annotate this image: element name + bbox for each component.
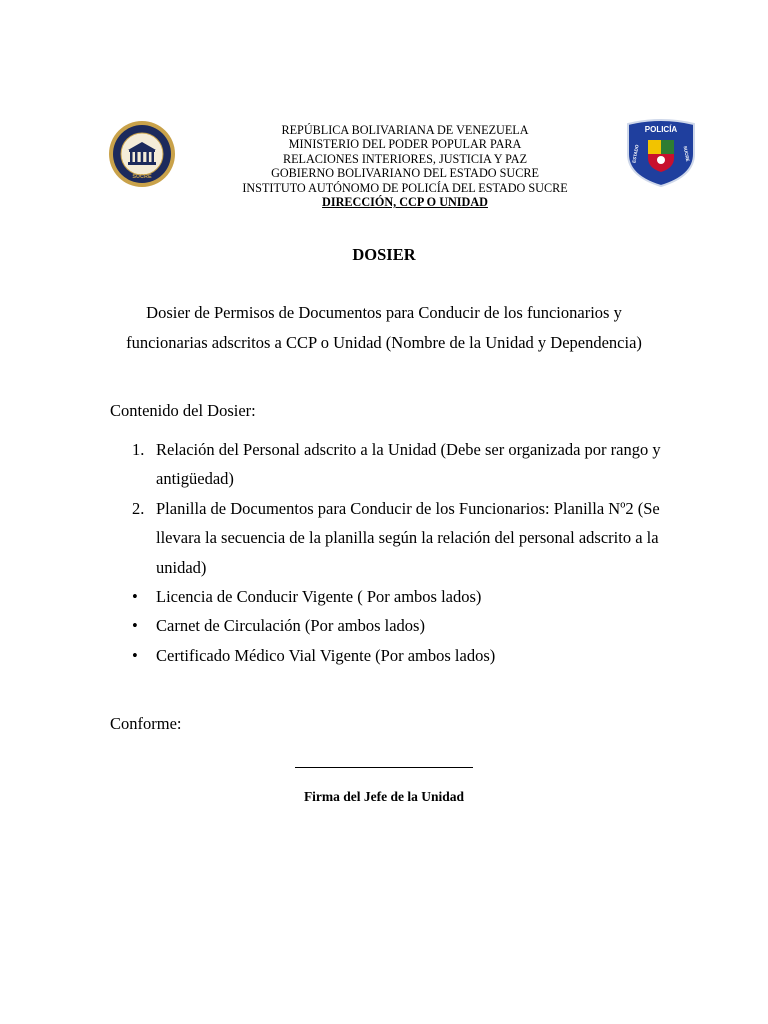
header-line: GOBIERNO BOLIVARIANO DEL ESTADO SUCRE	[271, 166, 539, 181]
signature-label: Firma del Jefe de la Unidad	[303, 789, 465, 804]
header-line: REPÚBLICA BOLIVARIANA DE VENEZUELA	[281, 123, 529, 137]
list-item	[110, 641, 670, 670]
list-item-text: Carnet de Circulación (Por ambos lados)	[156, 616, 425, 636]
list-item-text: Planilla de Documentos para Conducir de los Funcionarios: Planilla Nº2 (Se llevara la secuencia de la planilla según la relación del personal adscrito a la unidad)	[156, 498, 660, 577]
list-item-text: Relación del Personal adscrito a la Unidad (Debe ser organizada por rango y antigüedad)	[156, 440, 661, 489]
contents-list	[110, 435, 670, 670]
bullet-icon: •	[132, 587, 138, 607]
shield-left-text: ESTADO	[631, 144, 640, 164]
header-line: INSTITUTO AUTÓNOMO DE POLICÍA DEL ESTADO SUCRE	[242, 180, 568, 195]
list-item	[110, 611, 670, 640]
intro-paragraph: Dosier de Permisos de Documentos para Conducir de los funcionarios y funcionarias adscritos a CCP o Unidad (Nombre de la Unidad y Dependencia)	[126, 303, 642, 352]
list-item	[110, 435, 670, 494]
document-title: DOSIER	[352, 245, 416, 264]
header-line: MINISTERIO DEL PODER POPULAR PARA	[288, 137, 522, 152]
list-item	[110, 494, 670, 582]
header-line: RELACIONES INTERIORES, JUSTICIA Y PAZ	[282, 151, 528, 166]
list-item-text: Licencia de Conducir Vigente ( Por ambos lados)	[156, 587, 482, 607]
bullet-icon: •	[132, 616, 138, 636]
signature-line	[295, 767, 473, 768]
seal-text: SUCRE	[132, 174, 152, 180]
list-item	[110, 582, 670, 611]
list-item-text: Certificado Médico Vial Vigente (Por ambos lados)	[156, 645, 496, 665]
sucre-building-seal-icon	[108, 120, 176, 188]
shield-top-text: POLICÍA	[644, 125, 678, 134]
institutional-header	[200, 123, 610, 209]
conforme-label: Conforme:	[110, 714, 182, 733]
shield-right-text: SUCRE	[682, 145, 691, 162]
list-marker: 1.	[132, 440, 145, 459]
header-unit-line: DIRECCIÓN, CCP O UNIDAD	[322, 195, 488, 210]
list-marker: 2.	[132, 498, 145, 518]
contenido-label: Contenido del Dosier:	[110, 401, 256, 420]
policia-shield-badge-icon	[624, 118, 698, 188]
bullet-icon: •	[132, 645, 138, 665]
policia-shield-logo	[624, 118, 698, 188]
sucre-seal-logo	[108, 120, 176, 188]
